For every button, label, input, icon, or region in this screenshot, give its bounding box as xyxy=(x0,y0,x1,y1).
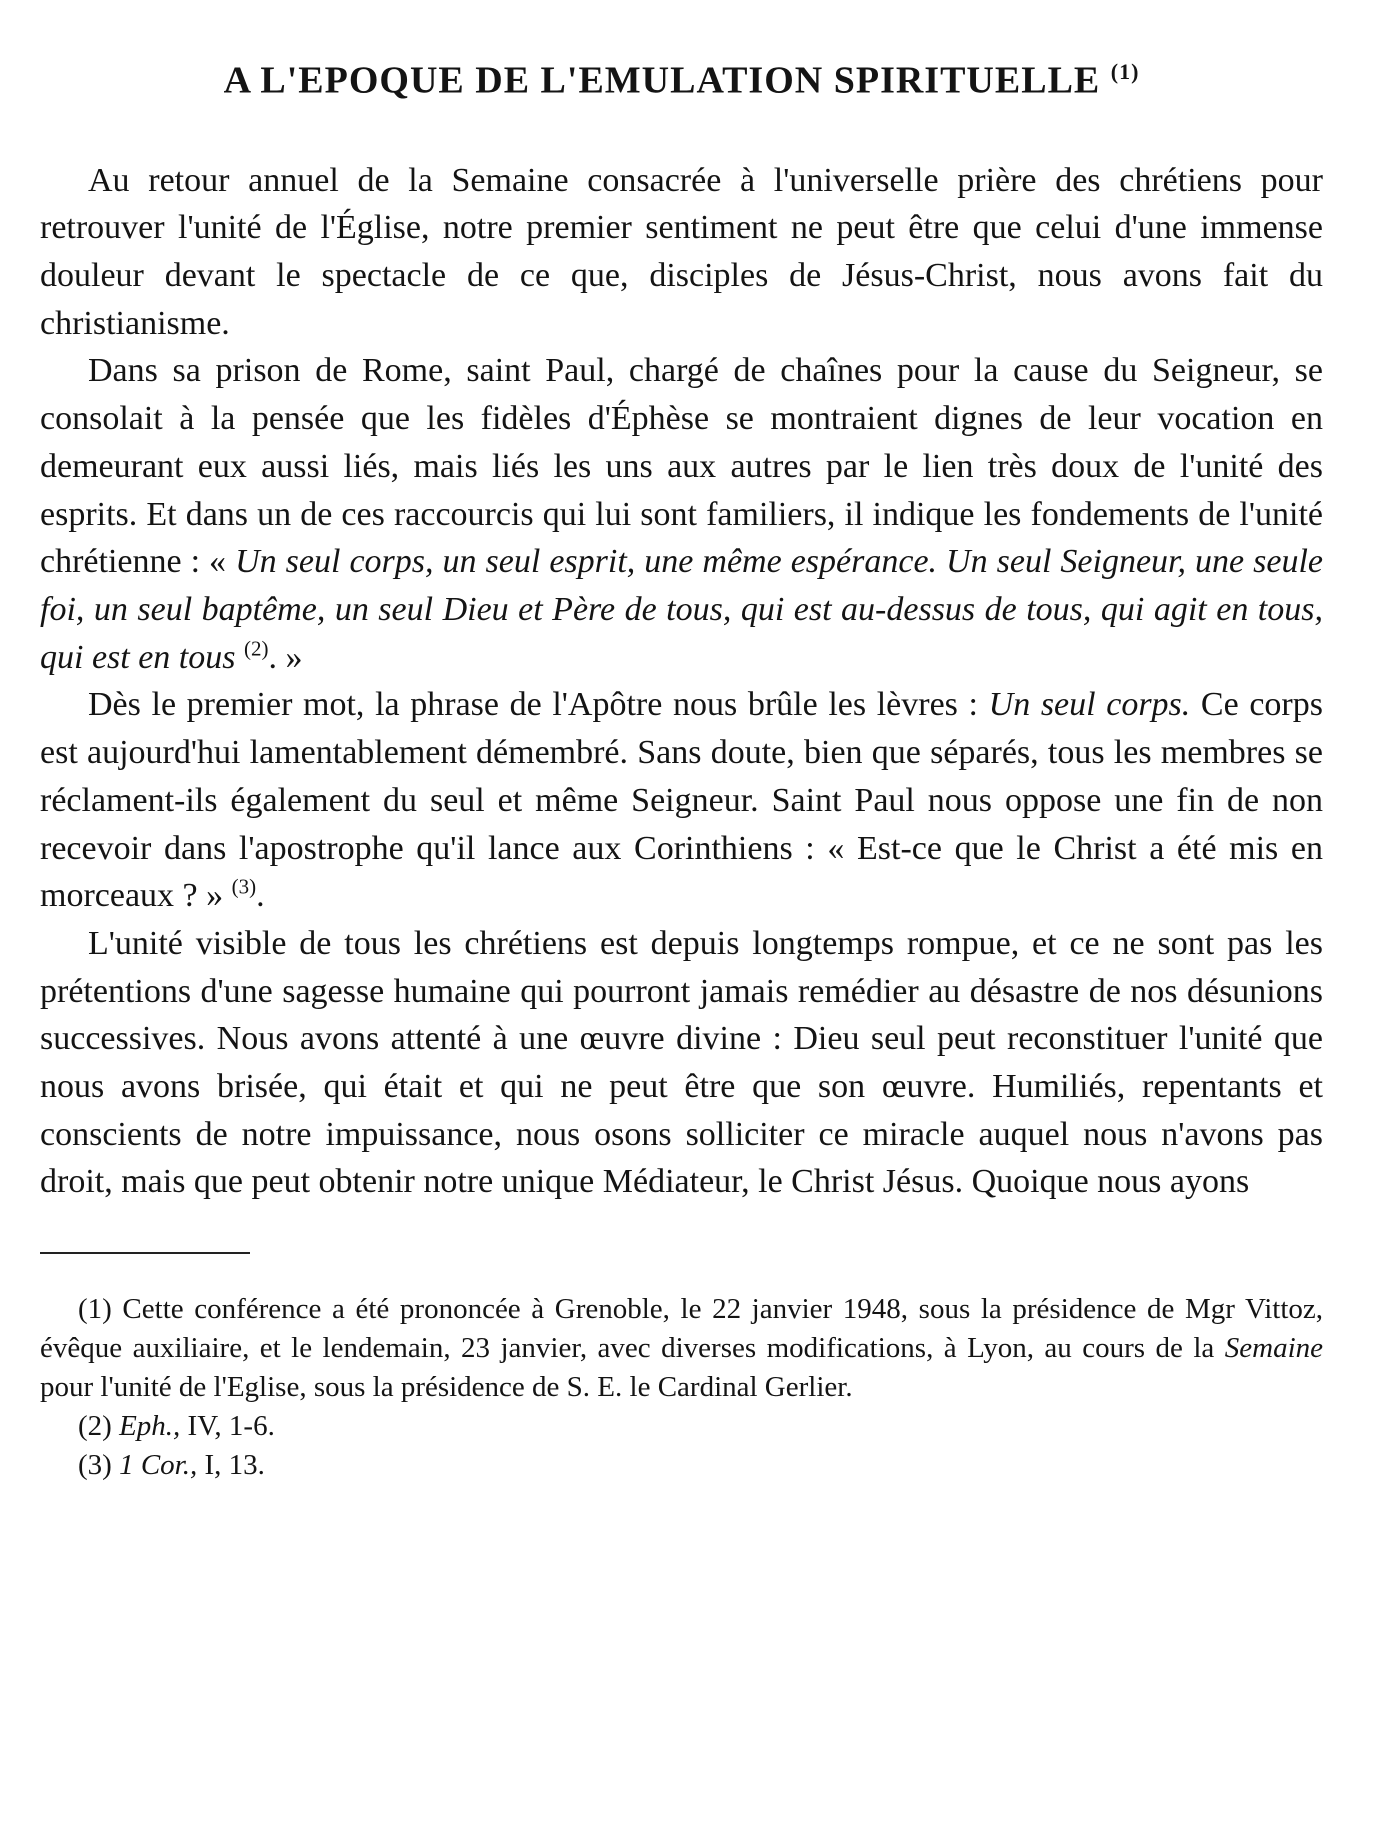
scripture-quote: Un seul corps, un seul esprit, une même espérance. Un seul Seigneur, une seule foi, un seul baptême, un seul Dieu et Père de tous, qui est au-dessus de tous, qui agit en tous, qui est en tous xyxy=(40,543,1323,676)
paragraph-1: Au retour annuel de la Semaine consacrée à l'universelle prière des chrétiens pour retrouver l'unité de l'Église, notre premier sentiment ne peut être que celui d'une immense douleur devant le spectacle de ce que, disciples de Jésus-Christ, nous avons fait du christianisme. xyxy=(40,161,1323,342)
paragraph-3-text-a: Dès le premier mot, la phrase de l'Apôtre nous brûle les lèvres : xyxy=(88,686,989,724)
page-title xyxy=(40,48,1323,105)
paragraph-2 xyxy=(40,347,1323,681)
footnote-ref-3: (3) xyxy=(231,874,257,899)
document-page xyxy=(40,48,1323,1485)
footnotes xyxy=(40,1290,1323,1485)
main-text xyxy=(40,157,1323,1206)
footnote-divider xyxy=(40,1252,250,1254)
paragraph-2-text: Dans sa prison de Rome, saint Paul, chargé de chaînes pour la cause du Seigneur, se consolait à la pensée que les fidèles d'Éphèse se montraient dignes de leur vocation en demeurant eux aussi liés, mais liés les uns aux autres par le lien très doux de l'unité des esprits. Et dans un de ces raccourcis qui lui sont familiers, il indique les fondements de l'unité chrétienne : « xyxy=(40,352,1323,581)
title-footnote-ref: (1) xyxy=(1110,59,1140,84)
footnote-2-number: (2) xyxy=(78,1410,120,1443)
footnote-1 xyxy=(40,1290,1323,1407)
paragraph-3 xyxy=(40,681,1323,920)
footnote-2 xyxy=(40,1407,1323,1446)
footnote-3-italic: 1 Cor., xyxy=(119,1449,198,1482)
paragraph-4: L'unité visible de tous les chrétiens est depuis longtemps rompue, et ce ne sont pas les prétentions d'une sagesse humaine qui pourront jamais remédier au désastre de nos désunions successives. Nous avons attenté à une œuvre divine : Dieu seul peut reconstituer l'unité que nous avons brisée, qui était et qui ne peut être que son œuvre. Humiliés, repentants et conscients de notre impuissance, nous osons solliciter ce miracle auquel nous n'avons pas droit, mais que peut obtenir notre unique Médiateur, le Christ Jésus. Quoique nous ayons xyxy=(40,924,1323,1201)
paragraph-3-italic: Un seul corps. xyxy=(988,686,1191,724)
title-text: A L'EPOQUE DE L'EMULATION SPIRITUELLE xyxy=(223,59,1101,102)
paragraph-3-end: . xyxy=(256,877,265,915)
footnote-1-text-a: (1) Cette conférence a été prononcée à Grenoble, le 22 janvier 1948, sous la présidence de Mgr Vittoz, évêque auxiliaire, et le lendemain, 23 janvier, avec diverses modifications, à Lyon, au cours de la xyxy=(40,1293,1323,1365)
footnote-1-text-b: pour l'unité de l'Eglise, sous la présidence de S. E. le Cardinal Gerlier. xyxy=(40,1371,853,1404)
footnote-3-rest: I, 13. xyxy=(197,1449,265,1482)
footnote-3-number: (3) xyxy=(78,1449,120,1482)
footnote-ref-2: (2) xyxy=(243,636,269,661)
footnote-2-italic: Eph., xyxy=(119,1410,181,1443)
footnote-3 xyxy=(40,1446,1323,1485)
footnote-2-rest: IV, 1-6. xyxy=(180,1410,275,1443)
footnote-1-italic: Semaine xyxy=(1224,1332,1323,1365)
paragraph-3-text-b: Ce corps est aujourd'hui lamentablement démembré. Sans doute, bien que séparés, tous les membres se réclament-ils également du seul et même Seigneur. Saint Paul nous oppose une fin de non recevoir dans l'apostrophe qu'il lance aux Corinthiens : « Est-ce que le Christ a été mis en morceaux ? » xyxy=(40,686,1323,915)
quote-close: . » xyxy=(268,638,303,676)
